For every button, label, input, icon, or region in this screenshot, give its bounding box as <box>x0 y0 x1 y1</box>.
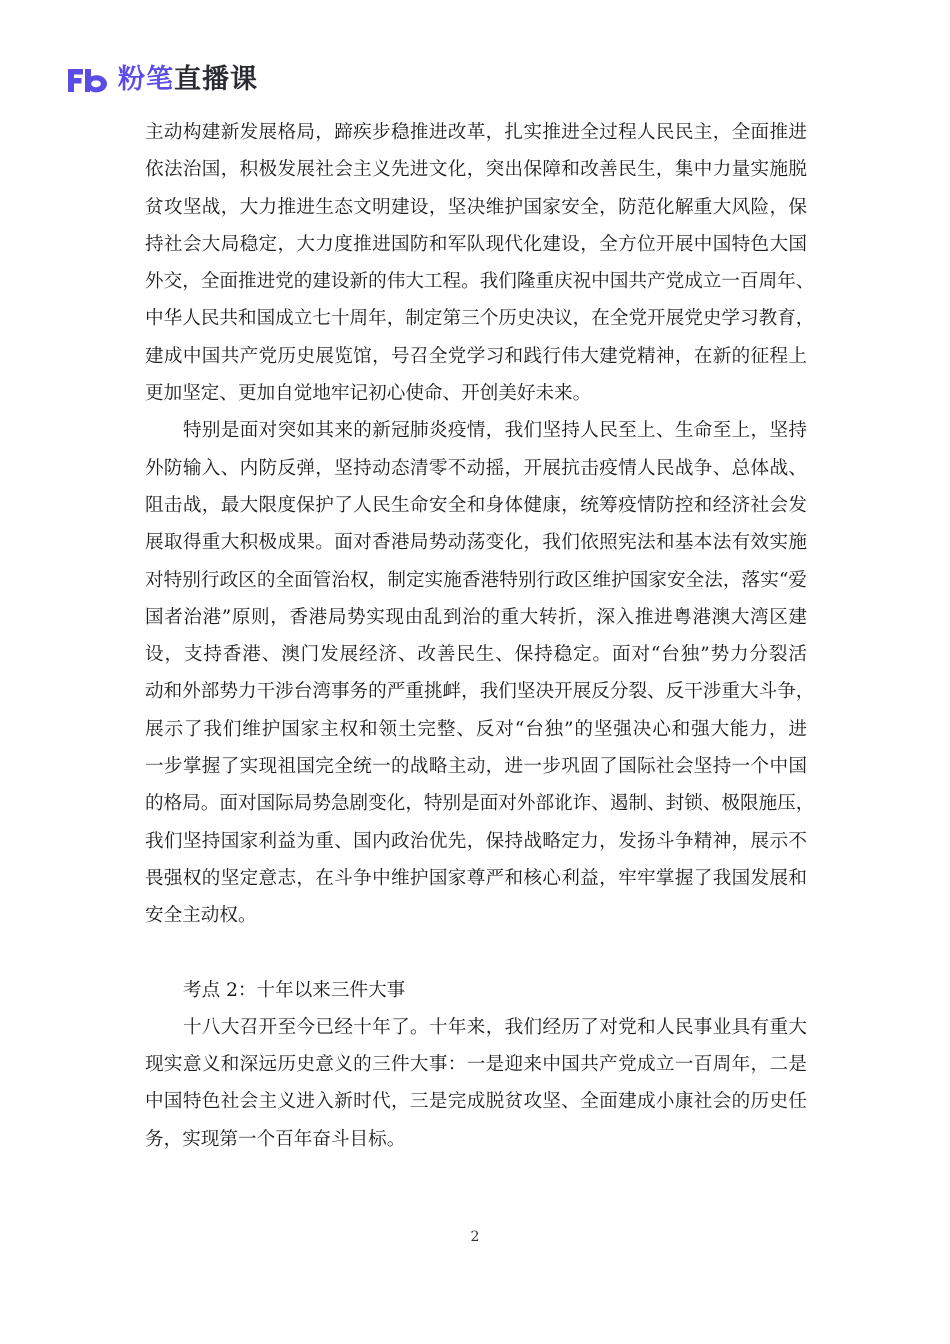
text-line: 一步掌握了实现祖国完全统一的战略主动，进一步巩固了国际社会坚持一个中国 <box>145 756 807 778</box>
text-line: 外交，全面推进党的建设新的伟大工程。我们隆重庆祝中国共产党成立一百周年、 <box>145 271 815 293</box>
paragraph-three-major-events <box>145 1009 807 1158</box>
brand-name <box>118 62 258 98</box>
text-line: 建成中国共产党历史展览馆，号召全党学习和践行伟大建党精神，在新的征程上 <box>145 345 807 367</box>
document-body <box>145 114 815 1158</box>
text-line: 更加坚定、更加自觉地牢记初心使命、开创美好未来。 <box>145 383 592 405</box>
text-line: 依法治国，积极发展社会主义先进文化，突出保障和改善民生，集中力量实施脱 <box>145 159 807 181</box>
section-spacer <box>145 935 807 972</box>
text-line: 展取得重大积极成果。面对香港局势动荡变化，我们依照宪法和基本法有效实施 <box>145 532 807 554</box>
brand-name-part2: 直播课 <box>174 64 258 95</box>
text-line: 国者治港”原则，香港局势实现由乱到治的重大转折，深入推进粤港澳大湾区建 <box>145 606 807 628</box>
paragraph-development-achievements <box>145 114 815 412</box>
text-line: 现实意义和深远历史意义的三件大事：一是迎来中国共产党成立一百周年，二是 <box>145 1054 807 1076</box>
text-line: 主动构建新发展格局，蹄疾步稳推进改革，扎实推进全过程人民民主，全面推进 <box>145 122 807 143</box>
brand-name-part1: 粉笔 <box>118 64 174 95</box>
text-line: 设，支持香港、澳门发展经济、改善民生、保持稳定。面对“台独”势力分裂活 <box>145 644 807 666</box>
text-line: 动和外部势力干涉台湾事务的严重挑衅，我们坚决开展反分裂、反干涉重大斗争， <box>145 681 815 703</box>
text-line: 外防输入、内防反弹，坚持动态清零不动摇，开展抗击疫情人民战争、总体战、 <box>145 457 807 479</box>
text-line: 畏强权的坚定意志，在斗争中维护国家尊严和核心利益，牢牢掌握了我国发展和 <box>145 867 807 889</box>
text-line: 我们坚持国家利益为重、国内政治优先，保持战略定力，发扬斗争精神，展示不 <box>145 830 807 852</box>
text-line: 中华人民共和国成立七十周年，制定第三个历史决议，在全党开展党史学习教育， <box>145 308 815 330</box>
text-line: 贫攻坚战，大力推进生态文明建设，坚决维护国家安全，防范化解重大风险，保 <box>145 196 807 218</box>
text-line: 中国特色社会主义进入新时代，三是完成脱贫攻坚、全面建成小康社会的历史任 <box>145 1091 807 1113</box>
paragraph-covid-hongkong-taiwan <box>145 412 815 934</box>
text-line: 持社会大局稳定，大力度推进国防和军队现代化建设，全方位开展中国特色大国 <box>145 233 807 255</box>
text-line: 对特别行政区的全面管治权，制定实施香港特别行政区维护国家安全法，落实“爱 <box>145 569 807 591</box>
text-line: 安全主动权。 <box>145 905 257 927</box>
page-number: 2 <box>470 1229 480 1245</box>
text-line: 务，实现第一个百年奋斗目标。 <box>145 1128 406 1150</box>
text-line: 的格局。面对国际局势急剧变化，特别是面对外部讹诈、遏制、封锁、极限施压， <box>145 793 815 815</box>
text-line: 十八大召开至今已经十年了。十年来，我们经历了对党和人民事业具有重大 <box>183 1016 807 1038</box>
text-line: 特别是面对突如其来的新冠肺炎疫情，我们坚持人民至上、生命至上，坚持 <box>183 420 807 442</box>
text-line: 展示了我们维护国家主权和领土完整、反对“台独”的坚强决心和强大能力，进 <box>145 718 807 740</box>
text-line: 阻击战，最大限度保护了人民生命安全和身体健康，统筹疫情防控和经济社会发 <box>145 494 807 516</box>
brand-header <box>66 62 258 98</box>
fb-logo-icon <box>66 66 110 94</box>
section-heading: 考点 2：十年以来三件大事 <box>183 979 406 1001</box>
